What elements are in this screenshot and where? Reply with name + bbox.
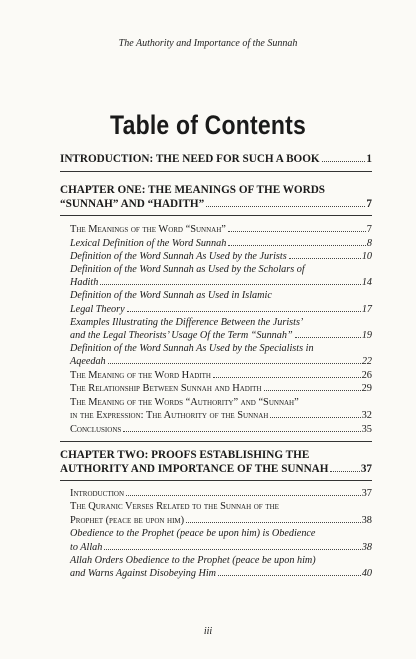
chapter-two-title-line2: AUTHORITY AND IMPORTANCE OF THE SUNNAH xyxy=(60,462,329,475)
chapter-one-title-line2-row xyxy=(60,197,372,211)
toc-chapter-one[interactable] xyxy=(60,183,372,211)
toc-subentry[interactable] xyxy=(60,250,372,263)
toc-entry-text: Aqeedah xyxy=(70,356,106,368)
toc-entry-text: Definition of the Word Sunnah As Used by the Jurists xyxy=(70,250,287,262)
toc-entry-page: 37 xyxy=(361,487,372,499)
toc-subentry[interactable] xyxy=(60,554,372,580)
dot-leader xyxy=(264,390,361,391)
dot-leader xyxy=(104,549,360,550)
toc-subentry[interactable] xyxy=(60,342,372,368)
toc-entry-text: to Allah xyxy=(70,541,103,553)
dot-leader xyxy=(330,471,359,472)
dot-leader xyxy=(186,522,361,523)
toc-chapter-two[interactable] xyxy=(60,448,372,476)
section-rule xyxy=(60,215,372,216)
chapter-two-title-line2-row xyxy=(60,462,372,476)
toc-entry-text-line1: Definition of the Word Sunnah As Used by the Specialists in xyxy=(70,343,314,355)
toc-introduction-text: INTRODUCTION: THE NEED FOR SUCH A BOOK xyxy=(60,153,320,165)
toc-entry-text: The Meanings of the Word “Sunnah” xyxy=(70,224,226,235)
toc-entry[interactable] xyxy=(60,487,372,501)
toc-entry-text: in the Expression: The Authority of the Sunnah xyxy=(70,410,269,422)
toc-entry-page: 7 xyxy=(366,224,372,235)
dot-leader xyxy=(322,161,366,162)
dot-leader xyxy=(213,377,361,378)
toc-entry-page: 10 xyxy=(361,250,372,262)
dot-leader xyxy=(206,206,365,207)
toc-introduction-page: 1 xyxy=(366,153,372,165)
toc-entry-page: 17 xyxy=(361,303,372,315)
toc-entry-text-line1: The Meaning of the Words “Authority” and “Sunnah” xyxy=(70,396,299,408)
toc-entry-text: The Relationship Between Sunnah and Hadith xyxy=(70,383,262,395)
toc-entry-text-line1: The Quranic Verses Related to the Sunnah of the xyxy=(70,501,279,513)
toc-entry-text: Legal Theory xyxy=(70,303,125,315)
dot-leader xyxy=(228,231,366,232)
toc-subentry[interactable] xyxy=(60,289,372,315)
toc-entry-page: 38 xyxy=(361,514,372,526)
chapter-one-page: 7 xyxy=(366,198,372,210)
toc-entry-page: 22 xyxy=(361,356,372,368)
toc-entry-page: 35 xyxy=(361,424,372,435)
toc-entry-text: and the Legal Theorists’ Usage Of the Term “Sunnah” xyxy=(70,330,293,342)
dot-leader xyxy=(228,245,366,246)
toc-entry-page: 26 xyxy=(361,369,372,381)
toc-entry-text-line1: Definition of the Word Sunnah as Used in Islamic xyxy=(70,290,272,302)
toc-entry-page: 40 xyxy=(361,567,372,579)
table-of-contents xyxy=(60,152,372,580)
toc-entry-text: Prophet (peace be upon him) xyxy=(70,514,185,526)
toc-entry-page: 8 xyxy=(366,237,372,249)
toc-entry[interactable] xyxy=(60,500,372,527)
page-title: Table of Contents xyxy=(110,109,306,140)
toc-subentry[interactable] xyxy=(60,316,372,342)
toc-introduction[interactable] xyxy=(60,152,372,166)
toc-entry-text: Lexical Definition of the Word Sunnah xyxy=(70,237,227,249)
toc-subentry[interactable] xyxy=(60,263,372,289)
section-rule xyxy=(60,441,372,442)
toc-entry-page: 38 xyxy=(361,541,372,553)
toc-entry[interactable] xyxy=(60,223,372,237)
dot-leader xyxy=(108,363,361,364)
toc-entry-page: 29 xyxy=(361,383,372,395)
dot-leader xyxy=(127,311,361,312)
toc-entry-text: Conclusions xyxy=(70,424,122,435)
chapter-two-page: 37 xyxy=(360,462,372,475)
chapter-one-entries xyxy=(60,223,372,437)
toc-entry[interactable] xyxy=(60,423,372,437)
toc-entry-text: The Meaning of the Word Hadith xyxy=(70,369,211,381)
dot-leader xyxy=(289,258,361,259)
toc-entry-text: and Warns Against Disobeying Him xyxy=(70,567,217,579)
toc-entry-text-line1: Definition of the Word Sunnah as Used by the Scholars of xyxy=(70,264,305,275)
toc-entry-page: 19 xyxy=(361,330,372,342)
dot-leader xyxy=(123,431,360,432)
dot-leader xyxy=(218,575,361,576)
toc-entry[interactable] xyxy=(60,396,372,423)
chapter-one-title-line2: “SUNNAH” AND “HADITH” xyxy=(60,198,205,210)
chapter-one-title-line1: CHAPTER ONE: THE MEANINGS OF THE WORDS xyxy=(60,184,326,196)
dot-leader xyxy=(126,495,361,496)
chapter-two-entries xyxy=(60,487,372,581)
toc-subentry[interactable] xyxy=(60,527,372,553)
toc-entry-page: 14 xyxy=(361,277,372,289)
toc-entry-page: 32 xyxy=(361,410,372,422)
toc-entry[interactable] xyxy=(60,369,372,383)
toc-entry-text: Hadith xyxy=(70,277,99,289)
section-rule xyxy=(60,480,372,481)
toc-entry[interactable] xyxy=(60,382,372,396)
toc-subentry[interactable] xyxy=(60,237,372,250)
toc-entry-text-line1: Obedience to the Prophet (peace be upon him) is Obedience xyxy=(70,528,316,540)
running-head: The Authority and Importance of the Sunnah xyxy=(118,38,298,49)
toc-entry-text-line1: Allah Orders Obedience to the Prophet (peace be upon him) xyxy=(70,554,316,566)
page-number: iii xyxy=(203,626,213,637)
toc-entry-text: Introduction xyxy=(70,487,125,499)
dot-leader xyxy=(270,417,360,418)
section-rule xyxy=(60,171,372,172)
dot-leader xyxy=(100,284,361,285)
toc-entry-text-line1: Examples Illustrating the Difference Between the Jurists’ xyxy=(70,316,304,328)
chapter-two-title-line1: CHAPTER TWO: PROOFS ESTABLISHING THE xyxy=(60,448,310,461)
dot-leader xyxy=(295,337,361,338)
